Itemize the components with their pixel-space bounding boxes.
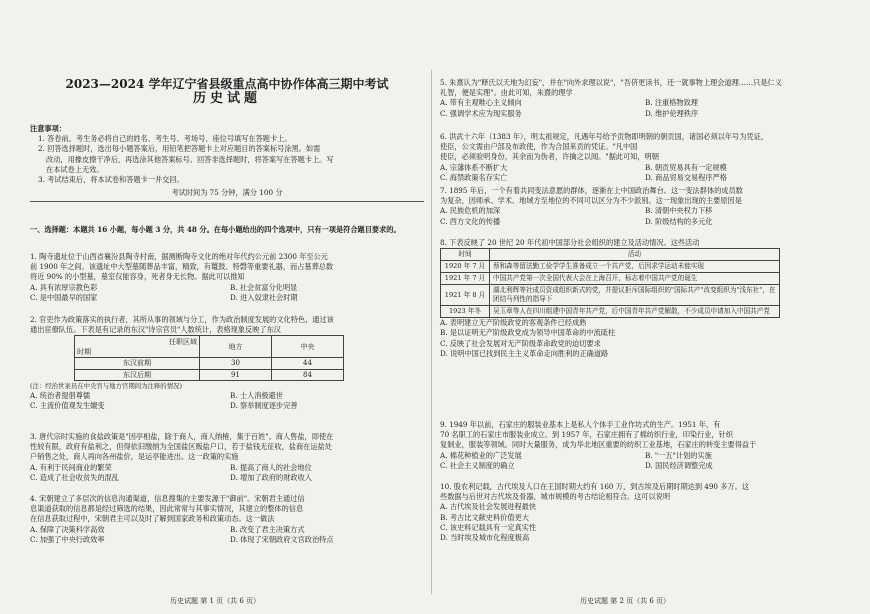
option-d: D. 商品贸易交易程序严格 [645, 172, 727, 182]
notice-line: 在本试卷上无效。 [46, 164, 104, 174]
question-text: 前 1900 年之间。该遗址中大型墓随葬品丰富，精致，有鼍鼓、特磬等重要礼器，而占墓葬总数 [30, 262, 334, 272]
notice-block [30, 124, 424, 205]
option-c: C. 社会主义制度的确立 [440, 460, 515, 470]
table-row: 1920 年 7 月 蔡和森等留法勤工俭学学生准备成立一个共产党，后因求学运动未能实现 [441, 261, 780, 273]
question-text: 为复杂，因师承、学术、地域方至地位的不同可以区分为不少派别。这一现象出现的主要原因是 [440, 196, 742, 206]
option-c: C. 是中国最早的国家 [30, 292, 98, 302]
table-row: 东汉后期 91 84 [75, 369, 344, 380]
option-b: B. 改变了君主决策方式 [230, 524, 305, 534]
notice-heading: 注意事项： [30, 124, 66, 133]
option-b: B. 朝贡贸易具有一定规模 [645, 162, 727, 172]
question-text: 息渠道获取的信息都是经过筛选的结果，因此常常与其事实情况，其建立的整体的信息 [30, 504, 304, 514]
option-d: D. 国民经济调整完成 [645, 460, 713, 470]
option-b: B. 士人消极避世 [230, 391, 283, 401]
question-text: 2. 官吏作为政策落实的执行者，其所从事的领域与分工，作为政治制度发展的文化特色，通过该 [30, 315, 334, 324]
col-header-time: 时间 [441, 249, 490, 261]
option-d: D. 察举制度逐步完善 [230, 401, 298, 411]
option-a: A. 保障了决策科学高效 [30, 524, 105, 534]
question-text: 70 名职工的石家庄市服装业成立。到 1957 年，石家庄拥有了棉纺织行业，印染行业，针织 [440, 430, 734, 440]
option-a: A. 民族危机的加深 [440, 206, 501, 216]
notice-line: 2. 回答选择题时，选出每小题答案后，用铅笔把答题卡上对应题目的答案标号涂黑。如需 [38, 144, 321, 154]
question-text: 性较有限，政府有盐利之，但得依旧缴纳为全国盐区贩盐户口，若于盐钱无征收，盐商在运盐处 [30, 442, 332, 452]
question-text: 些数据与后世对古代埃及骨器，城市规模的考古结论相符合。这可以说明 [440, 492, 671, 502]
option-b: B. 注重格物致理 [645, 98, 698, 108]
question-9 [440, 420, 844, 471]
option-a: A. 具有浓厚宗教色彩 [30, 282, 98, 292]
question-8 [440, 238, 844, 359]
left-page [30, 0, 424, 614]
notice-line: 3. 考试结束后，将本试卷和答题卡一并交回。 [38, 175, 184, 185]
option-c: C. 加强了中央行政效率 [30, 534, 105, 544]
question-2 [30, 315, 424, 411]
organization-activity-table [440, 248, 780, 318]
option-b: B. "一五"计划的实施 [645, 450, 712, 460]
question-text: 5. 朱熹认为"释氏以天地为幻妄"，并在"向外求理以说"，"吾侪更读书，还一就事物上理会道理……只是仁义 [440, 78, 782, 87]
question-text: 3. 唐代宗时实施的食盐政策是"因亭相盐，除于商人，商人纳榷，集于百姓"。商人售盐，即使在 [30, 432, 334, 441]
official-count-table [74, 335, 344, 380]
page-footer: 历史试题 第 1 页（共 6 页） [170, 596, 261, 605]
question-text: 8. 下表反映了 20 世纪 20 年代初中国部分社会组织的建立及活动情况。这些活动 [440, 238, 700, 247]
question-text: 通出宦僚队伍。下表是有记录的东汉"诗宗官员"人数统计，表格现象反映了东汉 [30, 325, 281, 335]
question-text: 9. 1949 年以前，石家庄的服装业基本上是私人个体手工业作坊式的生产。1951 年，有 [440, 420, 721, 429]
option-b: B. 考古比文献史料价值更大 [440, 512, 529, 522]
question-text: 使臣，公文需由户部及布政使，作为合国来贡的凭证。"凡中国 [440, 142, 638, 152]
option-d: D. 当时埃及城市化程度极高 [440, 533, 530, 543]
exam-title: 2023—2024 学年辽宁省县级重点高中协作体高三期中考试 [65, 77, 389, 91]
option-c: C. 主流价值观发生嬗变 [30, 401, 105, 411]
question-text: 户销售之处，商人再向各州盐价，是运亭能进出。这一政策的实施 [30, 452, 239, 462]
option-a: A. 有利于民间商业的繁荣 [30, 462, 112, 472]
question-7 [440, 186, 844, 227]
option-a: A. 宗藩体系不断扩大 [440, 162, 508, 172]
option-c: C. 西方文化的传播 [440, 216, 501, 226]
divider-line [30, 201, 424, 202]
option-d: D. 说明中国已找到民主主义革命走向胜利的正确道路 [440, 348, 609, 358]
col-header-local: 地方 [200, 336, 272, 358]
option-b: B. 社会贫富分化明显 [230, 282, 298, 292]
option-a: A. 棉花种植业的广泛发展 [440, 450, 522, 460]
question-text: 复制业，服装等领域。同时大量服务，成为华北地区重要的纺织工业基地，石家庄的转变主要得益于 [440, 440, 757, 450]
notice-line: 改动，用橡皮擦干净后，再选涂其他答案标号。回答非选择题时，将答案写在答题卡上。写 [46, 154, 334, 164]
right-page [440, 0, 844, 614]
option-c: C. 海禁政策名存实亡 [440, 172, 508, 182]
table-note: (注：经治世案员在中央官与地方官期间为注释的情况) [30, 381, 182, 390]
notice-line: 1. 答卷前，考生务必将自己的姓名、考生号、考场号、座位号填写在答题卡上。 [38, 134, 292, 144]
question-4 [30, 494, 424, 545]
option-a: A. 统治者提倡尊儒 [30, 391, 91, 401]
question-text: 10. 股农利记载，古代埃及人口在王国时期大约有 160 万，到古埃及后期时期达到 490 多万。这 [440, 482, 750, 491]
question-10 [440, 482, 844, 543]
question-text: 将近 90% 的小型墓，墓室仅能容身，死者身无长物。据此可以推知 [30, 272, 245, 282]
table-row: 1921 年 7 月 中国共产党第一次全国代表大会在上海召开，标志着中国共产党的诞生 [441, 273, 780, 285]
option-c: C. 强调学术应为现实服务 [440, 108, 522, 118]
option-c: C. 反映了社会发展对无产阶级革命政党的迫切要求 [440, 338, 601, 348]
question-5 [440, 78, 844, 119]
question-text: 1. 陶寺遗址位于山西省襄汾县陶寺村南，据测断陶寺文化的绝对年代约公元前 2300 年至公元 [30, 252, 328, 261]
question-6 [440, 132, 844, 183]
section-heading: 一、选择题：本题共 16 小题，每小题 3 分，共 48 分。在每小题给出的四个选项中，只有一项是符合题目要求的。 [30, 225, 401, 234]
option-b: B. 清朝中央权力下移 [645, 206, 713, 216]
table-row: 东汉前期 30 44 [75, 358, 344, 369]
option-d: D. 维护伦理秩序 [645, 108, 699, 118]
option-b: B. 提高了商人的社会地位 [230, 462, 312, 472]
page-footer: 历史试题 第 2 页（共 6 页） [580, 596, 671, 605]
section-one [30, 225, 424, 235]
table-row: 1923 年冬 吴玉章等人在四川组建中国青年共产党，后中国青年共产党解散，不少成员申请加入中国共产党 [441, 306, 780, 318]
col-header-central: 中央 [272, 336, 344, 358]
option-a: A. 古代埃及社会发展进程最快 [440, 502, 537, 512]
exam-subject: 历史试题 [192, 91, 261, 106]
col-header-activity: 活动 [490, 249, 780, 261]
option-c: C. 该史料记载具有一定真实性 [440, 522, 537, 532]
question-text: 7. 1895 年后，一个有着共同变法意愿的群体，逐渐在上中国政治舞台。这一变法群体的成员数 [440, 186, 743, 195]
option-d: D. 阶级结构的多元化 [645, 216, 713, 226]
question-text: 使臣，必须验明身份，其余而为伪者，许擒之以闻。"据此可知，明朝 [440, 152, 659, 162]
table-corner: 任职区域 时期 [75, 336, 200, 358]
question-text: 礼智，便是实理"。由此可知，朱熹的理学 [440, 88, 573, 98]
question-text: 6. 洪武十六年（1383 年），明太祖规定，凡遇年号给予贡物即明朝的朝贡国，诸国必须以年号为凭证， [440, 132, 768, 141]
question-3 [30, 432, 424, 483]
option-a: A. 带有主观唯心主义倾向 [440, 98, 522, 108]
question-text: 在信息获取过程中，宋朝君主可以及时了解到国家政务和政策动态。这一做法 [30, 514, 275, 524]
option-d: D. 体现了宋朝政府文官政治特点 [230, 534, 334, 544]
option-a: A. 表明建立无产阶级政党的客观条件已经成熟 [440, 318, 587, 328]
option-c: C. 造成了社会收贫失的混乱 [30, 472, 119, 482]
page-divider [431, 70, 432, 594]
table-row: 1921 年 8 月 湖北利辉等社成员资成组织新式的党，并提议拒斥国际组织的"国际共产"改变组织为"浅东社"，在团结马列性的指导下 [441, 285, 780, 306]
exam-info: 考试时间为 75 分钟，满分 100 分 [171, 188, 283, 198]
option-b: B. 是以证明无产阶级政党成为领导中国革命的中流砥柱 [440, 328, 616, 338]
option-d: D. 进入奴隶社会时期 [230, 292, 298, 302]
option-d: D. 增加了政府的财政收入 [230, 472, 312, 482]
question-text: 4. 宋朝建立了多层次的信息沟通渠道，信息搜集的主要发源于"御前"。宋朝君主通过信 [30, 494, 305, 503]
question-1 [30, 252, 424, 303]
